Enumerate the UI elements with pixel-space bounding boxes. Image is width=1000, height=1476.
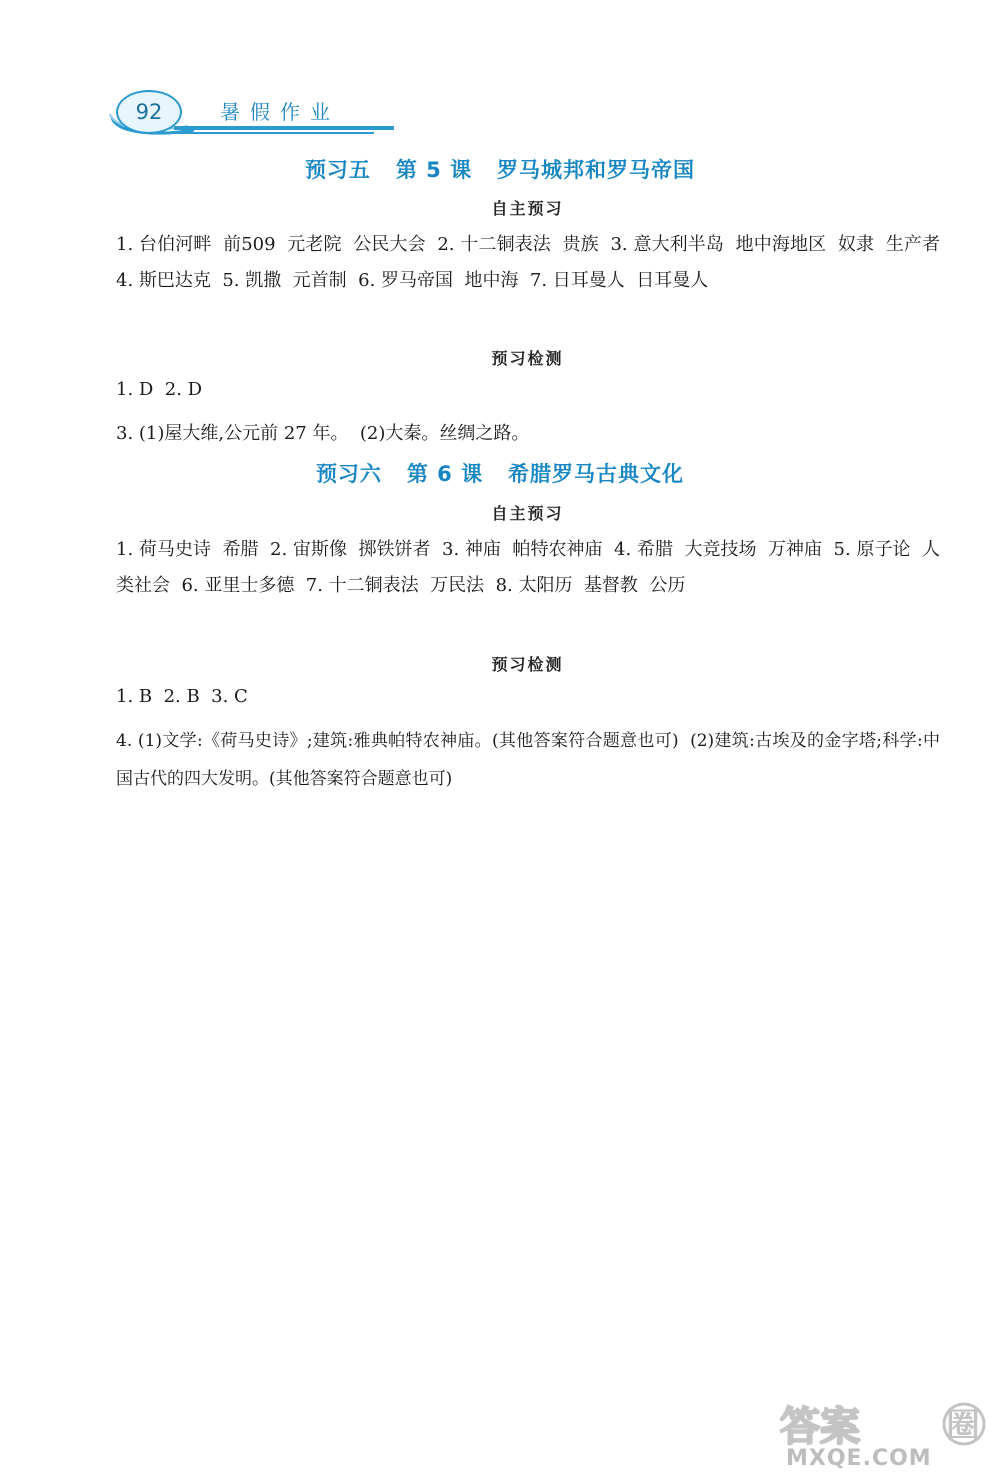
lesson6-check-line2: 4. (1)文学:《荷马史诗》;建筑:雅典帕特农神庙。(其他答案符合题意也可) (2)建筑:古埃及的金字塔;科学:中国古代的四大发明。(其他答案符合题意也可): [116, 731, 940, 789]
lesson6-check-heading: 预习检测: [491, 655, 564, 674]
lesson6-check-line1: 1. B 2. B 3. C: [116, 686, 248, 707]
header-rule: [174, 126, 394, 130]
page-header: [108, 84, 408, 144]
lesson5-check-heading: 预习检测: [491, 349, 564, 368]
lesson6-self-preview-text: 1. 荷马史诗 希腊 2. 宙斯像 掷铁饼者 3. 神庙 帕特农神庙 4. 希腊 大竞技场 万神庙 5. 原子论 人类社会 6. 亚里士多德 7. 十二铜表法 万民法 8. 太阳历 基督教 公历: [116, 539, 940, 596]
svg-text:答案: 答案: [780, 1404, 860, 1446]
lesson5-self-preview-text: 1. 台伯河畔 前509 元老院 公民大会 2. 十二铜表法 贵族 3. 意大利半岛 地中海地区 奴隶 生产者 4. 斯巴达克 5. 凯撒 元首制 6. 罗马帝国 地中海 7. 日耳曼人 日耳曼人: [116, 234, 952, 291]
lesson5-check-line1: 1. D 2. D: [116, 379, 203, 400]
lesson5-check-line2: 3. (1)屋大维,公元前 27 年。 (2)大秦。丝绸之路。: [116, 423, 530, 444]
lesson6-title: 预习六 第 6 课 希腊罗马古典文化: [315, 462, 685, 486]
svg-text:圈: 圈: [946, 1406, 980, 1446]
lesson6-self-preview-heading: 自主预习: [491, 504, 564, 523]
header-rule-thin: [174, 132, 374, 134]
lesson5-title: 预习五 第 5 课 罗马城邦和罗马帝国: [304, 158, 696, 182]
lesson5-self-preview-heading: 自主预习: [491, 199, 564, 218]
book-title: 暑假作业: [220, 100, 340, 124]
page-number-badge: [116, 90, 182, 134]
watermark-logo-icon: [776, 1402, 992, 1446]
page-number: 92: [135, 100, 163, 124]
watermark-url: MXQE.COM: [786, 1446, 932, 1471]
watermark: [776, 1402, 992, 1472]
